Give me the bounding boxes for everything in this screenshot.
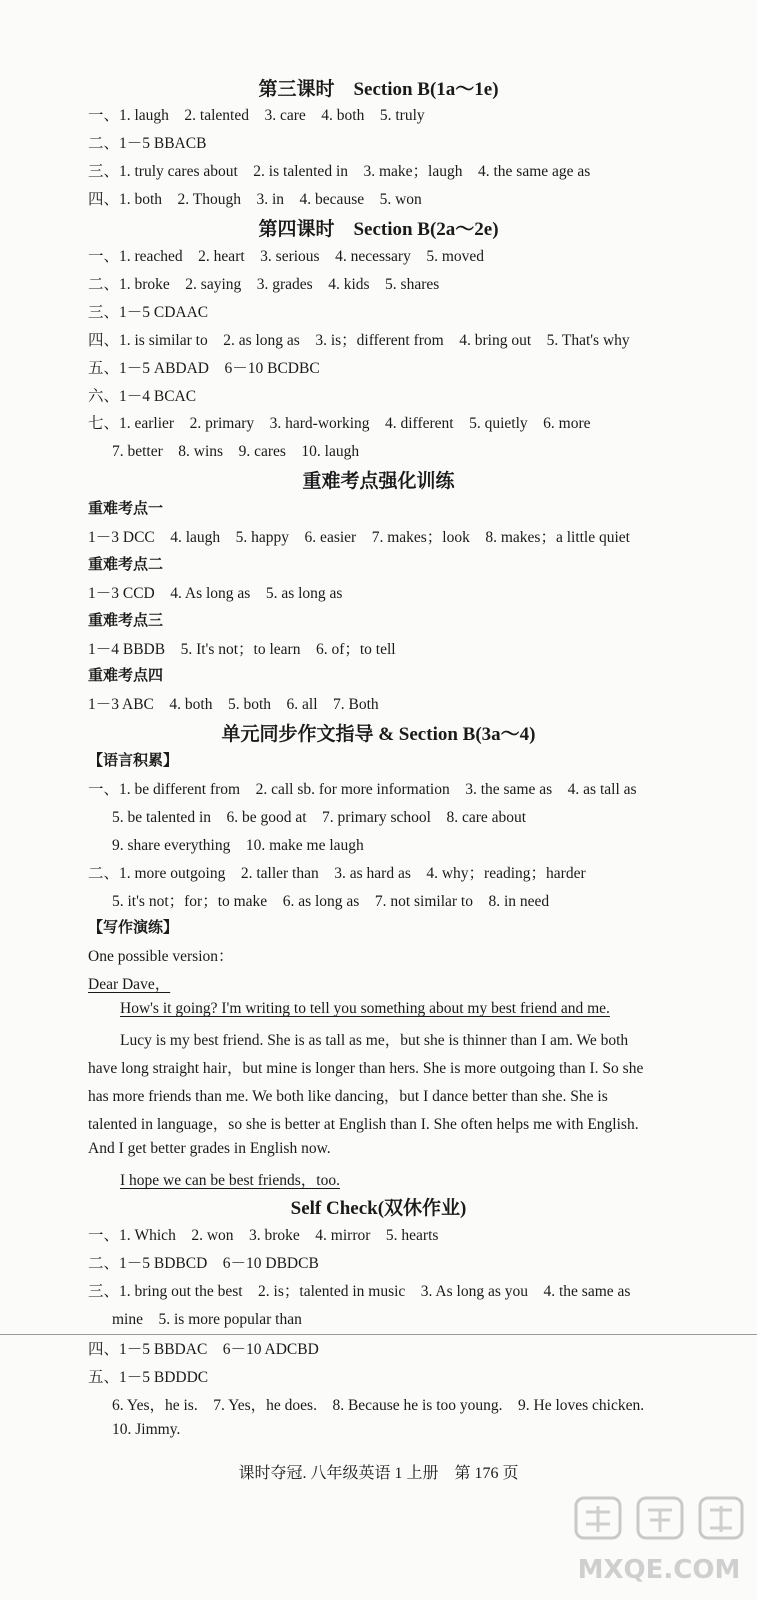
answer-line: 10. Jimmy. (112, 1421, 181, 1438)
answer-line: 二、1－5 BDBCD 6－10 DBDCB (88, 1255, 319, 1272)
watermark-text: MXQE.COM (577, 1555, 741, 1585)
answer-line: 一、1. Which 2. won 3. broke 4. mirror 5. hearts (88, 1227, 439, 1244)
answer-line: 9. share everything 10. make me laugh (112, 837, 364, 854)
section-heading-self-check: Self Check(双休作业) (290, 1198, 467, 1219)
answer-line: 七、1. earlier 2. primary 3. hard-working 4. different 5. quietly 6. more (88, 415, 591, 432)
answer-line: 三、1. truly cares about 2. is talented in 3. make；laugh 4. the same age as (88, 163, 591, 180)
answer-line: 1－3 ABC 4. both 5. both 6. all 7. Both (88, 696, 379, 713)
answer-line: 一、1. be different from 2. call sb. for more information 3. the same as 4. as tall as (88, 781, 637, 798)
answer-line: 五、1－5 BDDDC (88, 1369, 209, 1386)
answer-line: mine 5. is more popular than (112, 1311, 302, 1328)
answer-line: 5. be talented in 6. be good at 7. primary school 8. care about (112, 809, 527, 826)
answer-line: 6. Yes，he is. 7. Yes，he does. 8. Because he is too young. 9. He loves chicken. (112, 1397, 645, 1414)
subheading: 重难考点二 (88, 557, 164, 573)
subheading: 重难考点一 (88, 501, 164, 517)
fold-line (0, 1334, 757, 1335)
essay-line: And I get better grades in English now. (88, 1140, 331, 1157)
answer-line: 三、1－5 CDAAC (88, 304, 209, 321)
essay-line: talented in language，so she is better at English than I. She often helps me with English. (88, 1116, 639, 1133)
essay-line: has more friends than me. We both like dancing，but I dance better than she. She is (88, 1088, 608, 1105)
section-heading-lesson-4: 第四课时 Section B(2a～2e) (258, 219, 499, 240)
essay-salutation: Dear Dave， (88, 976, 171, 993)
answer-line: 二、1－5 BBACB (88, 135, 207, 152)
answer-line: 二、1. more outgoing 2. taller than 3. as hard as 4. why；reading；harder (88, 865, 586, 882)
subheading: 【语言积累】 (88, 753, 179, 769)
subheading: 重难考点四 (88, 668, 164, 684)
subheading: 重难考点三 (88, 613, 164, 629)
answer-line: 1－3 DCC 4. laugh 5. happy 6. easier 7. makes；look 8. makes；a little quiet (88, 529, 630, 546)
page-footer: 课时夺冠. 八年级英语 1 上册 第 176 页 (238, 1465, 519, 1482)
watermark-logo (572, 1488, 747, 1596)
subheading: 【写作演练】 (88, 920, 179, 936)
section-heading-key-points: 重难考点强化训练 (302, 471, 455, 492)
essay-intro: One possible version： (88, 948, 234, 965)
answer-line: 四、1－5 BBDAC 6－10 ADCBD (88, 1341, 319, 1358)
answer-line: 一、1. laugh 2. talented 3. care 4. both 5. truly (88, 107, 425, 124)
essay-line: I hope we can be best friends，too. (120, 1172, 340, 1189)
answer-line: 一、1. reached 2. heart 3. serious 4. necessary 5. moved (88, 248, 484, 265)
essay-line: Lucy is my best friend. She is as tall as me，but she is thinner than I am. We both (120, 1032, 629, 1049)
answer-line: 1－4 BBDB 5. It's not；to learn 6. of；to tell (88, 641, 396, 658)
section-heading-lesson-3: 第三课时 Section B(1a～1e) (258, 79, 499, 100)
answer-line: 5. it's not；for；to make 6. as long as 7. not similar to 8. in need (112, 893, 550, 910)
answer-line: 三、1. bring out the best 2. is；talented in music 3. As long as you 4. the same as (88, 1283, 631, 1300)
answer-line: 四、1. both 2. Though 3. in 4. because 5. won (88, 191, 422, 208)
answer-line: 7. better 8. wins 9. cares 10. laugh (112, 443, 360, 460)
essay-line: have long straight hair，but mine is longer than hers. She is more outgoing than I. So she (88, 1060, 644, 1077)
answer-line: 五、1－5 ABDAD 6－10 BCDBC (88, 360, 320, 377)
answer-line: 四、1. is similar to 2. as long as 3. is；different from 4. bring out 5. That's why (88, 332, 630, 349)
essay-line: How's it going? I'm writing to tell you something about my best friend and me. (120, 1000, 610, 1017)
section-heading-writing: 单元同步作文指导 & Section B(3a～4) (221, 724, 536, 745)
answer-line: 六、1－4 BCAC (88, 388, 197, 405)
answer-line: 1－3 CCD 4. As long as 5. as long as (88, 585, 343, 602)
answer-line: 二、1. broke 2. saying 3. grades 4. kids 5. shares (88, 276, 440, 293)
